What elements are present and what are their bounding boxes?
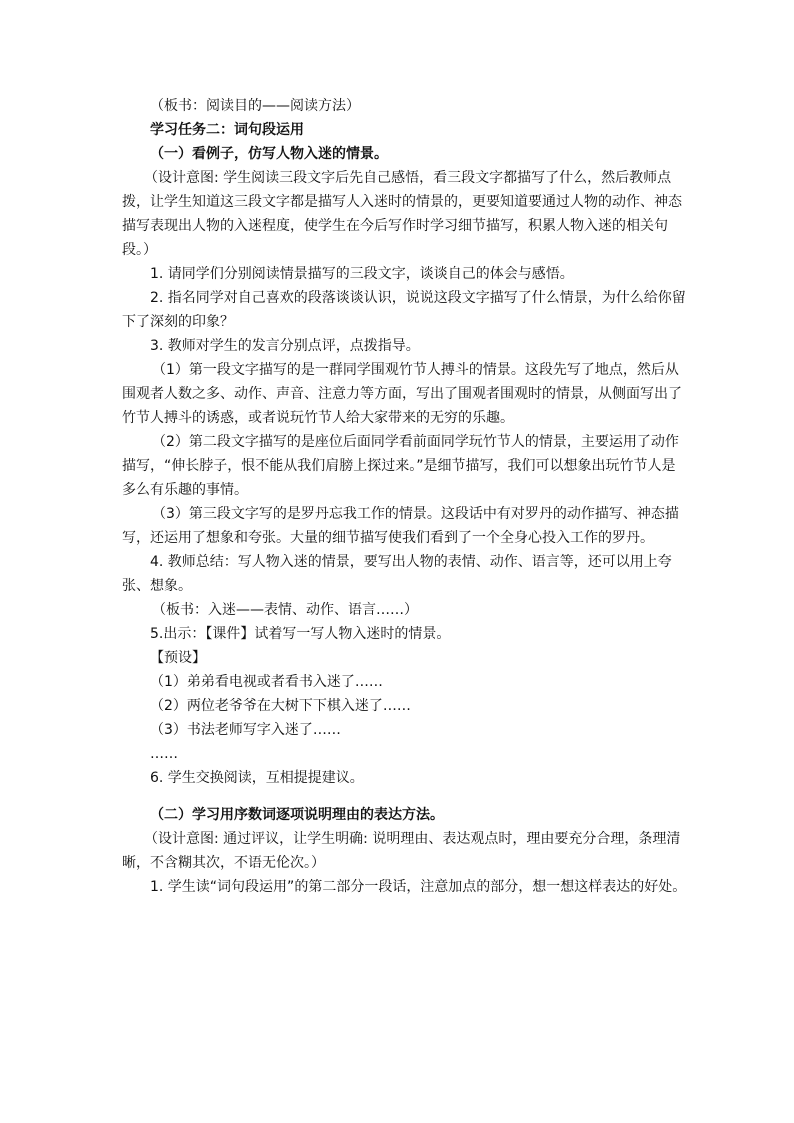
board-note-immersion: （板书：入迷——表情、动作、语言……） xyxy=(152,602,418,618)
section-two-heading: （二）学习用序数词逐项说明理由的表达方法。 xyxy=(150,807,444,823)
courseware-instruction: 5.出示：【课件】试着写一写人物入迷时的情景。 xyxy=(150,626,451,642)
design-intent-paragraph-two: （设计意图: 通过评议，让学生明确: 说明理由、表达观点时，理由要充分合理，条理清晰，不含糊其次，不语无伦次。） xyxy=(122,831,681,871)
document-body xyxy=(122,94,688,899)
task-two-heading: 学习任务二：词句段运用 xyxy=(150,122,304,138)
section-one-heading: （一）看例子，仿写人物入迷的情景。 xyxy=(150,146,388,162)
analysis-three-paragraph: （3）第三段文字写的是罗丹忘我工作的情景。这段话中有对罗丹的动作描写、神态描写，还运用了想象和夸张。大量的细节描写使我们看到了一个全身心投入工作的罗丹。 xyxy=(122,506,679,546)
teacher-summary-paragraph: 4. 教师总结：写人物入迷的情景，要写出人物的表情、动作、语言等，还可以用上夸张、想象。 xyxy=(122,554,672,594)
step-one-paragraph: 1. 请同学们分别阅读情景描写的三段文字，谈谈自己的体会与感悟。 xyxy=(150,266,574,282)
preset-label: 【预设】 xyxy=(150,650,206,666)
analysis-one-paragraph: （1）第一段文字描写的是一群同学围观竹节人搏斗的情景。这段先写了地点，然后从围观者人数之多、动作、声音、注意力等方面，写出了围观者围观时的情景，从侧面写出了竹节人搏斗的诱惑，或者说玩竹节人给大家带来的无穷的乐趣。 xyxy=(122,362,682,426)
exchange-reading-paragraph: 6. 学生交换阅读，互相提提建议。 xyxy=(150,770,364,786)
preset-ellipsis: …… xyxy=(150,746,178,762)
analysis-two-paragraph: （2）第二段文字描写的是座位后面同学看前面同学玩竹节人的情景，主要运用了动作描写，“伸长脖子，恨不能从我们肩膀上探过来。”是细节描写，我们可以想象出玩竹节人是多么有乐趣的事情。 xyxy=(122,434,679,498)
design-intent-paragraph-one: （设计意图: 学生阅读三段文字后先自己感悟，看三段文字都描写了什么，然后教师点拨，让学生知道这三段文字都是描写人入迷时的情景的，更要知道要通过人物的动作、神态描写表现出人物的入迷程度，使学生在今后写作时学习细节描写，积累人物入迷的相关句段。） xyxy=(122,170,682,258)
reading-task-paragraph: 1. 学生读“词句段运用”的第二部分一段话，注意加点的部分，想一想这样表达的好处。 xyxy=(150,879,687,895)
step-two-paragraph: 2. 指名同学对自己喜欢的段落谈谈认识，说说这段文字描写了什么情景，为什么给你留下了深刻的印象？ xyxy=(122,290,686,330)
preset-item-three: （3）书法老师写字入迷了…… xyxy=(150,722,341,738)
board-note-reading-method: （板书：阅读目的——阅读方法） xyxy=(150,98,360,114)
section-spacing xyxy=(122,790,688,803)
preset-item-two: （2）两位老爷爷在大树下下棋入迷了…… xyxy=(150,698,411,714)
step-three-paragraph: 3. 教师对学生的发言分别点评，点拨指导。 xyxy=(150,338,420,354)
preset-item-one: （1）弟弟看电视或者看书入迷了…… xyxy=(150,674,383,690)
